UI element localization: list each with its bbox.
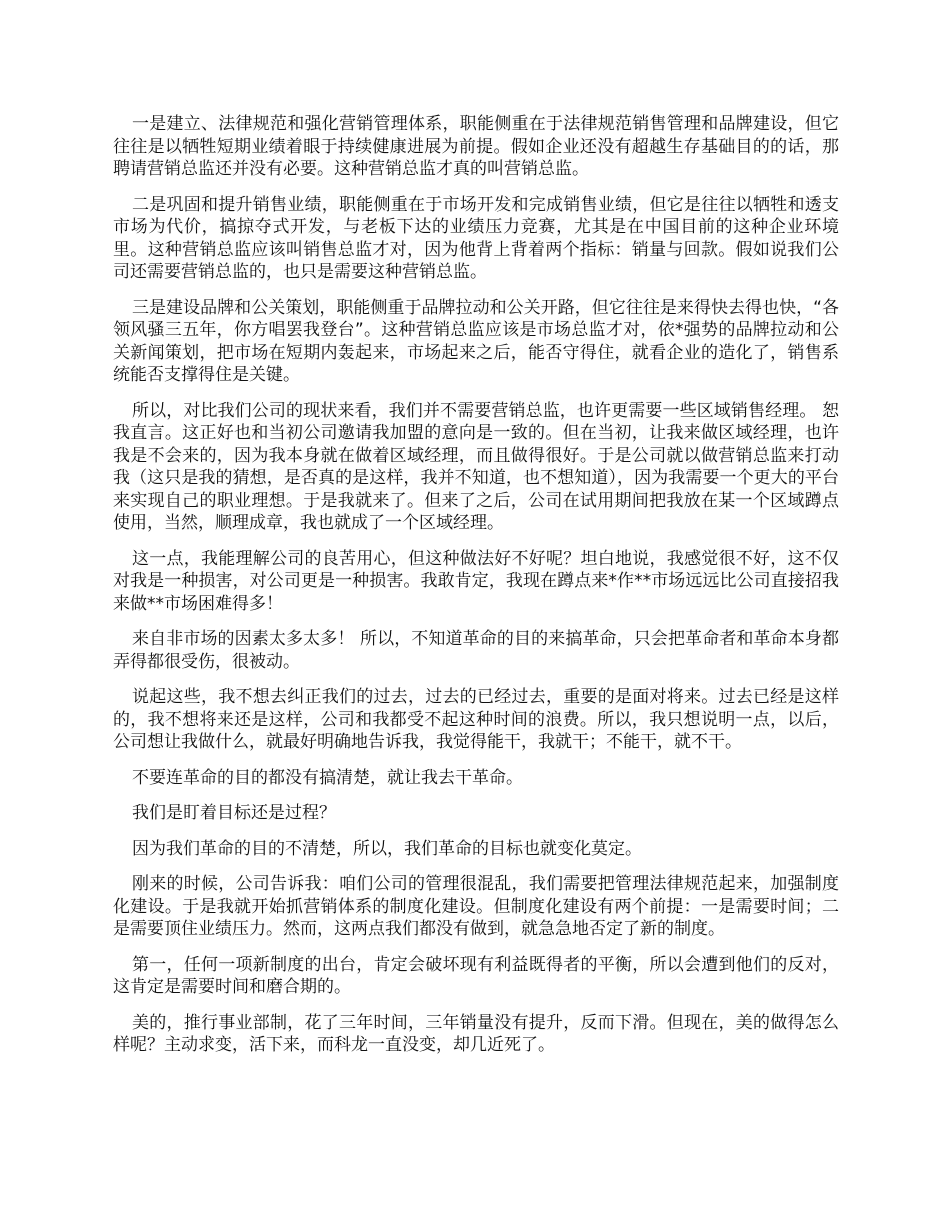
paragraph-7: 说起这些，我不想去纠正我们的过去，过去的已经过去，重要的是面对将来。过去已经是这样的，我不想将来还是这样，公司和我都受不起这种时间的浪费。所以，我只想说明一点，以后，公司想让我做什么，就最好明确地告诉我，我觉得能干，我就干；不能干，就不干。: [113, 687, 839, 752]
paragraph-13: 美的，推行事业部制，花了三年时间，三年销量没有提升，反而下滑。但现在，美的做得怎么样呢？主动求变，活下来，而科龙一直没变，却几近死了。: [113, 1012, 839, 1055]
paragraph-2: 二是巩固和提升销售业绩，职能侧重在于市场开发和完成销售业绩，但它是往往以牺牲和透支市场为代价，搞掠夺式开发，与老板下达的业绩压力竞赛，尤其是在中国目前的这种企业环境里。这种营销总监应该叫销售总监才对，因为他背上背着两个指标：销量与回款。假如说我们公司还需要营销总监的，也只是需要这种营销总监。: [113, 194, 839, 282]
paragraph-6: 来自非市场的因素太多太多！ 所以，不知道革命的目的来搞革命，只会把革命者和革命本身都弄得都很受伤，很被动。: [113, 629, 839, 672]
paragraph-4: 所以，对比我们公司的现状来看，我们并不需要营销总监，也许更需要一些区域销售经理。 恕我直言。这正好也和当初公司邀请我加盟的意向是一致的。但在当初，让我来做区域经理，也许我是不会来的，因为我本身就在做着区域经理，而且做得很好。于是公司就以做营销总监来打动我（这只是我的猜想，是否真的是这样，我并不知道，也不想知道），因为我需要一个更大的平台来实现自己的职业理想。于是我就来了。但来了之后，公司在试用期间把我放在某一个区域蹲点使用，当然，顺理成章，我也就成了一个区域经理。: [113, 400, 839, 533]
document-body: [113, 113, 839, 1070]
paragraph-10: 因为我们革命的目的不清楚，所以，我们革命的目标也就变化莫定。: [132, 838, 642, 859]
paragraph-8: 不要连革命的目的都没有搞清楚，就让我去干革命。: [132, 767, 523, 788]
paragraph-5: 这一点，我能理解公司的良苦用心，但这种做法好不好呢？坦白地说，我感觉很不好，这不仅对我是一种损害，对公司更是一种损害。我敢肯定，我现在蹲点来*作**市场远远比公司直接招我来做**市场困难得多！: [113, 548, 839, 614]
paragraph-11: 刚来的时候，公司告诉我：咱们公司的管理很混乱，我们需要把管理法律规范起来，加强制度化建设。于是我就开始抓营销体系的制度化建设。但制度化建设有两个前提：一是需要时间；二是需要顶住业绩压力。然而，这两点我们都没有做到，就急急地否定了新的制度。: [113, 874, 839, 939]
paragraph-1: 一是建立、法律规范和强化营销管理体系，职能侧重在于法律规范销售管理和品牌建设，但它往往是以牺牲短期业绩着眼于持续健康进展为前提。假如企业还没有超越生存基础目的的话，那聘请营销总监还并没有必要。这种营销总监才真的叫营销总监。: [113, 114, 839, 179]
paragraph-3: 三是建设品牌和公关策划，职能侧重于品牌拉动和公关开路，但它往往是来得快去得也快，“各领风骚三五年，你方唱罢我登台”。这种营销总监应该是市场总监才对，依*强势的品牌拉动和公关新闻策划，把市场在短期内轰起来，市场起来之后，能否守得住，就看企业的造化了，销售系统能否支撑得住是关键。: [113, 297, 839, 385]
paragraph-12: 第一，任何一项新制度的出台，肯定会破坏现有利益既得者的平衡，所以会遭到他们的反对，这肯定是需要时间和磨合期的。: [113, 954, 839, 997]
paragraph-9: 我们是盯着目标还是过程？: [132, 803, 336, 823]
